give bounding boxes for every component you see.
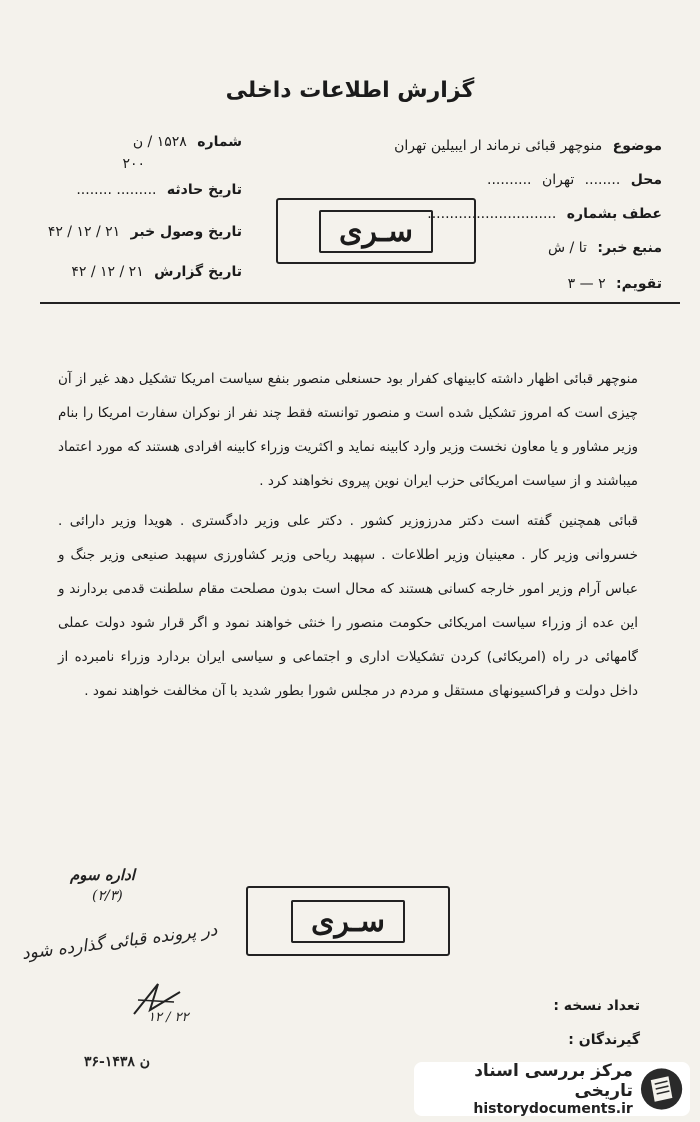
number-label: شماره	[197, 134, 242, 150]
receipt-date-field	[48, 224, 242, 240]
event-date-label: تاریخ حادثه	[166, 182, 242, 198]
handwritten-instruction: در پرونده قبائی گذارده شود	[20, 920, 219, 964]
subject-field	[394, 138, 662, 154]
evaluation-field	[568, 276, 662, 292]
followup-label: عطف بشماره	[566, 206, 662, 222]
evaluation-value: ۲ — ۳	[567, 276, 606, 292]
report-date-label: تاریخ گزارش	[154, 264, 242, 280]
number-field	[133, 134, 242, 150]
followup-field: عطف بشماره .............................	[427, 206, 662, 222]
body-paragraph-2: قبائی همچنین گفته است دکتر مدرزوزیر کشور . دکتر علی وزیر دادگستری . هویدا وزیر دارائی . خسروانی وزیر کار . معینیان وزیر اطلاعات . سپهبد ریاحی وزیر کشاورزی سپهبد صنیعی وزیر جنگ و عباس آرام وزیر امور خارجه کسانی هستند که محال است بدون مصلحت مقام سلطنت قدمی بردارند و این عده از وزراء سیاست امریکائی حکومت منصور را خنثی خواهند نمود و اگر قرار شود دولت عملی گامهائی در راه (امریکائی) کردن تشکیلات اداری و اجتماعی و سیاسی ایران بردارد وزراء نامبرده از داخل دولت و فراکسیونهای مستقل و مردم در مجلس شورا بطور شدید با آن مخالفت خواهند نمود .	[58, 513, 638, 699]
number-sub: ۲۰۰	[122, 156, 145, 172]
place-field: محل ........ تهران ..........	[487, 172, 662, 188]
report-body	[58, 362, 638, 708]
handwritten-code: (۲/۳)	[92, 888, 123, 904]
place-label: محل	[630, 172, 662, 188]
document-title: گزارش اطلاعات داخلی	[225, 78, 475, 103]
subject-value: منوچهر قبائی نرماند ار ایبیلین تهران	[394, 138, 603, 154]
receipt-date-value: ۲۱ / ۱۲ / ۴۲	[47, 224, 121, 240]
source-value: تا / ش	[548, 240, 587, 256]
secret-stamp-text-bottom: سـری	[291, 900, 405, 943]
secret-stamp-text: سـری	[319, 210, 433, 253]
recipients-label: گیرندگان :	[568, 1032, 640, 1048]
document-logo-icon	[639, 1066, 684, 1112]
secret-stamp-top	[276, 198, 476, 264]
source-label: منبع خبر:	[597, 240, 662, 256]
subject-label: موضوع	[612, 138, 662, 154]
report-date-value: ۲۱ / ۱۲ / ۴۲	[71, 264, 144, 280]
place-value: تهران	[541, 172, 575, 188]
logo-text-fa: مرکز بررسی اسناد تاریخی	[474, 1061, 633, 1101]
event-date-field: تاریخ حادثه ......... ........	[76, 182, 242, 198]
secret-stamp-bottom	[246, 886, 450, 956]
reference-number: ن ۱۴۳۸-۳۶	[84, 1054, 151, 1070]
source-field	[548, 240, 662, 256]
receipt-date-label: تاریخ وصول خبر	[130, 224, 242, 240]
header-divider	[40, 302, 680, 304]
watermark-logo	[414, 1062, 690, 1116]
number-value: ۱۵۲۸ / ن	[132, 134, 187, 150]
handwritten-date: ۲۲ / ۱۲	[148, 1010, 189, 1025]
report-date-field	[71, 264, 242, 280]
logo-text-en: historydocuments.ir	[473, 1101, 633, 1117]
handwritten-dept: اداره سوم	[70, 866, 135, 884]
evaluation-label: تقویم:	[616, 276, 662, 292]
copies-label: تعداد نسخه :	[553, 998, 640, 1014]
body-paragraph-1: منوچهر قبائی اظهار داشته کابینهای کفرار بود حسنعلی منصور بنفع سیاست امریکا تشکیل دهد غیر از آن چیزی است که امروز تشکیل شده است و منصور توانسته فقط چند نفر از نوکران سفارت امریکا را بنام وزیر مشاور و یا معاون نخست وزیر وارد کابینه نماید و اکثریت وزراء کابینه افرادی هستند که مورد اعتماد میباشند و از سیاست امریکائی حزب ایران نوین پیروی نخواهند کرد .	[58, 371, 638, 489]
